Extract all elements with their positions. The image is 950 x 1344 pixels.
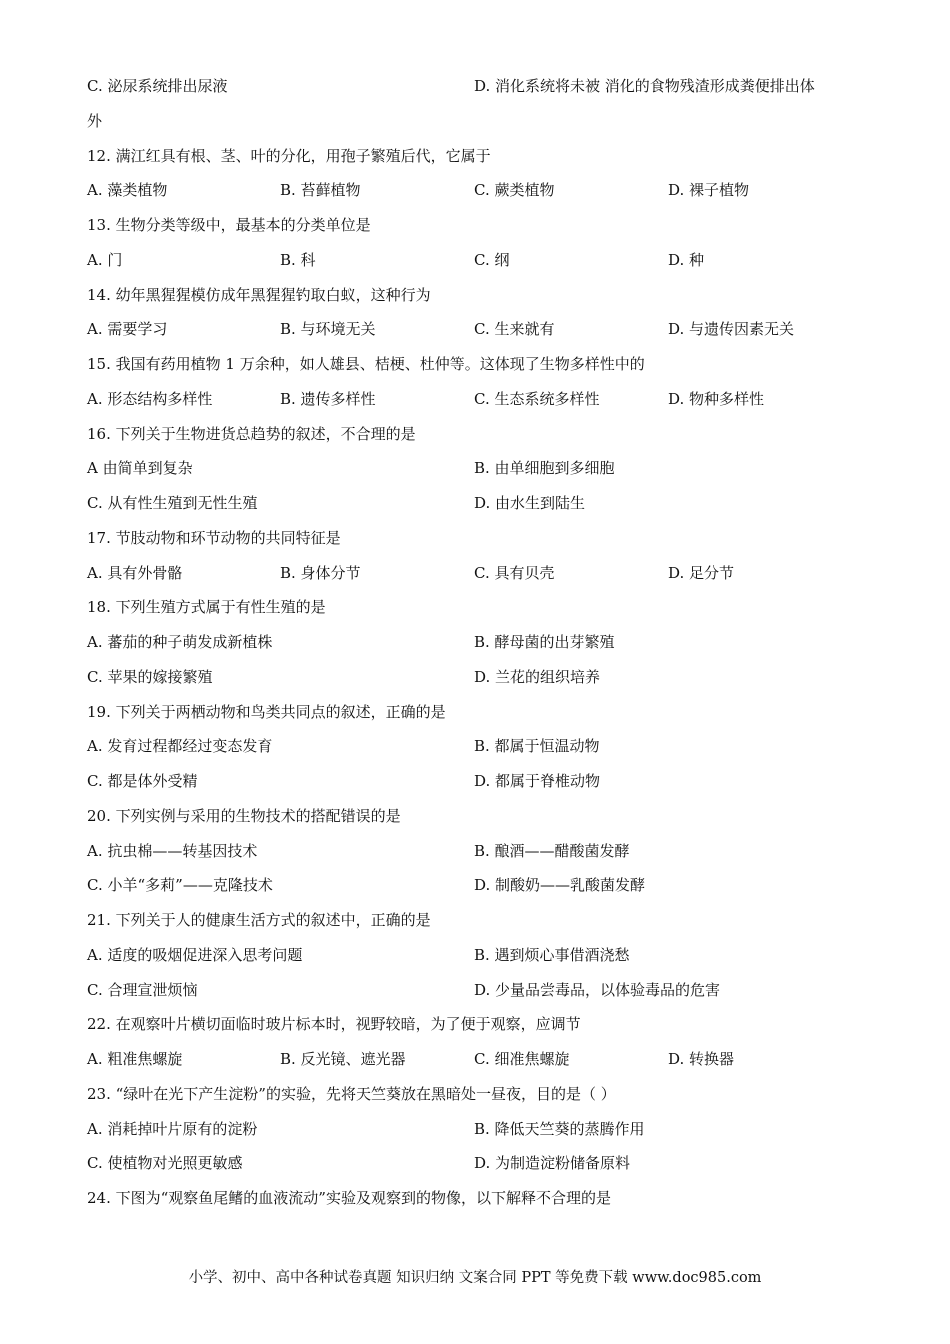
answer-option: D. 足分节 xyxy=(668,564,735,582)
answer-option: A. 具有外骨骼 xyxy=(87,564,183,582)
question-stem: 14. 幼年黑猩猩模仿成年黑猩猩钓取白蚁，这种行为 xyxy=(87,286,431,304)
answer-option: D. 兰花的组织培养 xyxy=(474,668,601,686)
answer-option: B. 身体分节 xyxy=(280,564,361,582)
continuation-text: 外 xyxy=(87,112,103,130)
question-stem: 17. 节肢动物和环节动物的共同特征是 xyxy=(87,529,341,547)
answer-option: B. 酿酒——醋酸菌发酵 xyxy=(474,842,630,860)
answer-option: B. 苔藓植物 xyxy=(280,181,361,199)
answer-option: C. 使植物对光照更敏感 xyxy=(87,1154,243,1172)
answer-option: B. 科 xyxy=(280,251,316,269)
answer-option: B. 都属于恒温动物 xyxy=(474,737,600,755)
answer-option: C. 都是体外受精 xyxy=(87,772,198,790)
question-stem: 20. 下列实例与采用的生物技术的搭配错误的是 xyxy=(87,807,401,825)
answer-option: A. 需要学习 xyxy=(87,320,168,338)
question-stem: 21. 下列关于人的健康生活方式的叙述中，正确的是 xyxy=(87,911,431,929)
answer-option: B. 遗传多样性 xyxy=(280,390,376,408)
answer-option: C. 泌尿系统排出尿液 xyxy=(87,77,228,95)
answer-option: C. 蕨类植物 xyxy=(474,181,555,199)
answer-option: B. 降低天竺葵的蒸腾作用 xyxy=(474,1120,645,1138)
answer-option: A. 门 xyxy=(87,251,123,269)
answer-option: A. 蕃茄的种子萌发成新植株 xyxy=(87,633,273,651)
answer-option: A. 抗虫棉——转基因技术 xyxy=(87,842,258,860)
answer-option: C. 小羊“多莉”——克隆技术 xyxy=(87,876,273,894)
answer-option: D. 裸子植物 xyxy=(668,181,750,199)
answer-option: A. 藻类植物 xyxy=(87,181,168,199)
question-stem: 24. 下图为“观察鱼尾鳍的血液流动”实验及观察到的物像，以下解释不合理的是 xyxy=(87,1189,611,1207)
answer-option: A. 消耗掉叶片原有的淀粉 xyxy=(87,1120,258,1138)
question-stem: 15. 我国有药用植物 1 万余种，如人雄县、桔梗、杜仲等。这体现了生物多样性中的 xyxy=(87,355,645,373)
answer-option: C. 细准焦螺旋 xyxy=(474,1050,570,1068)
answer-option: A. 适度的吸烟促进深入思考问题 xyxy=(87,946,303,964)
answer-option: D. 由水生到陆生 xyxy=(474,494,586,512)
answer-option: D. 种 xyxy=(668,251,705,269)
answer-option: A. 发育过程都经过变态发育 xyxy=(87,737,273,755)
answer-option: B. 与环境无关 xyxy=(280,320,376,338)
answer-option: C. 生态系统多样性 xyxy=(474,390,600,408)
question-stem: 16. 下列关于生物进货总趋势的叙述，不合理的是 xyxy=(87,425,416,443)
answer-option: A. 形态结构多样性 xyxy=(87,390,213,408)
answer-option: C. 具有贝壳 xyxy=(474,564,555,582)
question-stem: 18. 下列生殖方式属于有性生殖的是 xyxy=(87,598,326,616)
question-stem: 19. 下列关于两栖动物和鸟类共同点的叙述，正确的是 xyxy=(87,703,446,721)
answer-option: D. 为制造淀粉储备原料 xyxy=(474,1154,631,1172)
question-stem: 12. 满江红具有根、茎、叶的分化，用孢子繁殖后代，它属于 xyxy=(87,147,491,165)
answer-option: C. 苹果的嫁接繁殖 xyxy=(87,668,213,686)
answer-option: C. 合理宣泄烦恼 xyxy=(87,981,198,999)
answer-option: B. 反光镜、遮光器 xyxy=(280,1050,406,1068)
answer-option: C. 纲 xyxy=(474,251,510,269)
answer-option: D. 转换器 xyxy=(668,1050,735,1068)
question-stem: 22. 在观察叶片横切面临时玻片标本时，视野较暗，为了便于观察，应调节 xyxy=(87,1015,581,1033)
answer-option: B. 遇到烦心事借酒浇愁 xyxy=(474,946,630,964)
answer-option: A. 粗准焦螺旋 xyxy=(87,1050,183,1068)
answer-option: B. 由单细胞到多细胞 xyxy=(474,459,615,477)
question-stem: 13. 生物分类等级中，最基本的分类单位是 xyxy=(87,216,371,234)
answer-option: B. 酵母菌的出芽繁殖 xyxy=(474,633,615,651)
page-footer: 小学、初中、高中各种试卷真题 知识归纳 文案合同 PPT 等免费下载 www.doc985.com xyxy=(188,1270,762,1286)
answer-option: D. 制酸奶——乳酸菌发酵 xyxy=(474,876,646,894)
answer-option: A 由简单到复杂 xyxy=(87,459,193,477)
answer-option: C. 从有性生殖到无性生殖 xyxy=(87,494,258,512)
answer-option: C. 生来就有 xyxy=(474,320,555,338)
answer-option: D. 少量品尝毒品，以体验毒品的危害 xyxy=(474,981,721,999)
answer-option: D. 与遗传因素无关 xyxy=(668,320,795,338)
answer-option: D. 物种多样性 xyxy=(668,390,765,408)
question-stem: 23. “绿叶在光下产生淀粉”的实验，先将天竺葵放在黑暗处一昼夜，目的是（ ） xyxy=(87,1085,616,1103)
answer-option: D. 都属于脊椎动物 xyxy=(474,772,601,790)
answer-option: D. 消化系统将未被 消化的食物残渣形成粪便排出体 xyxy=(474,77,815,95)
